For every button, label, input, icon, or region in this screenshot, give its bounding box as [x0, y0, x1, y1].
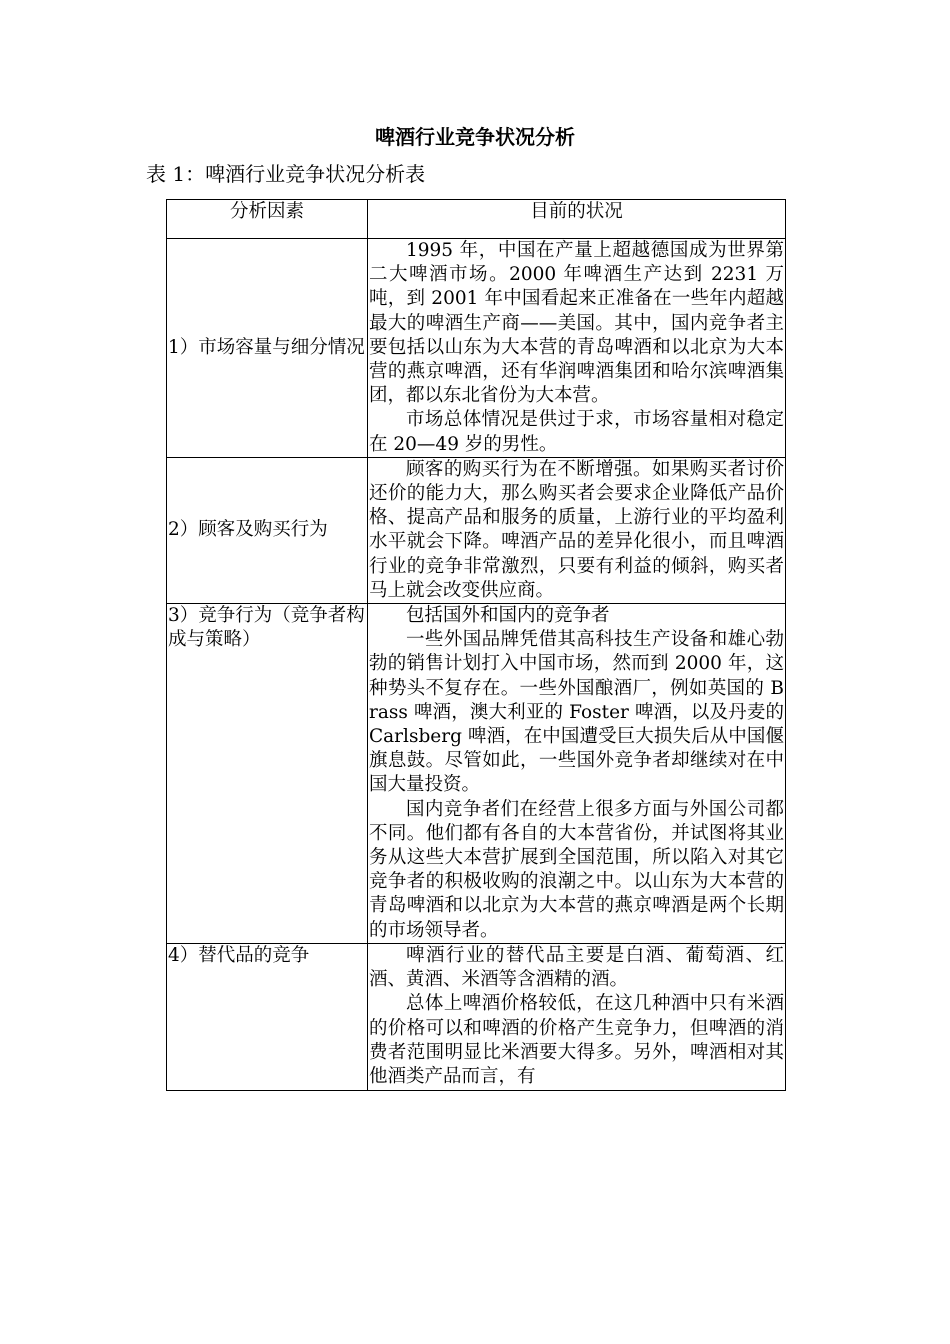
document-title: 啤酒行业竞争状况分析 — [375, 125, 575, 149]
status-paragraph: 市场总体情况是供过于求，市场容量相对稳定在 20—49 岁的男性。 — [369, 409, 784, 455]
status-cell-market-capacity — [368, 239, 786, 458]
factor-cell-substitutes: 4）替代品的竞争 — [167, 943, 368, 1090]
header-analysis-factor: 分析因素 — [167, 200, 368, 239]
status-cell-customer-behavior — [368, 457, 786, 603]
table-row — [167, 604, 786, 944]
status-paragraph: 1995 年，中国在产量上超越德国成为世界第二大啤酒市场。2000 年啤酒生产达到 2231 万吨，到 2001 年中国看起来正准备在一些年内超越最大的啤酒生产商——美国。其中，国内竞争者主要包括以山东为大本营的青岛啤酒和以北京为大本营的燕京啤酒，还有华润啤酒集团和哈尔滨啤酒集团，都以东北省份为大本营。 — [369, 240, 784, 407]
factor-cell-market-capacity: 1）市场容量与细分情况 — [167, 239, 368, 458]
table-row — [167, 457, 786, 603]
status-cell-competition-behavior — [368, 604, 786, 944]
factor-cell-customer-behavior: 2）顾客及购买行为 — [167, 457, 368, 603]
status-paragraph: 总体上啤酒价格较低，在这几种酒中只有米酒的价格可以和啤酒的价格产生竞争力，但啤酒的消费者范围明显比米酒要大得多。另外，啤酒相对其他酒类产品而言，有 — [369, 993, 784, 1087]
status-paragraph: 国内竞争者们在经营上很多方面与外国公司都不同。他们都有各自的大本营省份，并试图将其业务从这些大本营扩展到全国范围，所以陷入对其它竞争者的积极收购的浪潮之中。以山东为大本营的青岛啤酒和以北京为大本营的燕京啤酒是两个长期的市场领导者。 — [369, 798, 784, 941]
status-paragraph: 包括国外和国内的竞争者 — [406, 605, 610, 627]
status-paragraph: 顾客的购买行为在不断增强。如果购买者讨价还价的能力大，那么购买者会要求企业降低产品价格、提高产品和服务的质量，上游行业的平均盈利水平就会下降。啤酒产品的差异化很小，而且啤酒行业的竞争非常激烈，只要有利益的倾斜，购买者马上就会改变供应商。 — [369, 458, 784, 601]
table-row — [167, 943, 786, 1090]
status-paragraph: 啤酒行业的替代品主要是白酒、葡萄酒、红酒、黄酒、米酒等含酒精的酒。 — [369, 944, 784, 991]
table-header-row — [167, 200, 786, 239]
competition-analysis-table — [166, 199, 786, 1091]
factor-cell-competition-behavior: 3）竞争行为（竞争者构成与策略） — [167, 604, 368, 944]
table-caption: 表 1：啤酒行业竞争状况分析表 — [146, 162, 426, 186]
status-cell-substitutes — [368, 943, 786, 1090]
status-paragraph: 一些外国品牌凭借其高科技生产设备和雄心勃勃的销售计划打入中国市场，然而到 2000 年，这种势头不复存在。一些外国酿酒厂，例如英国的 Brass 啤酒，澳大利亚的 Foster 啤酒，以及丹麦的 Carlsberg 啤酒，在中国遭受巨大损失后从中国偃旗息鼓。尽管如此，一些国外竞争者却继续对在中国大量投资。 — [369, 629, 784, 796]
table-row — [167, 239, 786, 458]
header-current-status: 目前的状况 — [368, 200, 786, 239]
